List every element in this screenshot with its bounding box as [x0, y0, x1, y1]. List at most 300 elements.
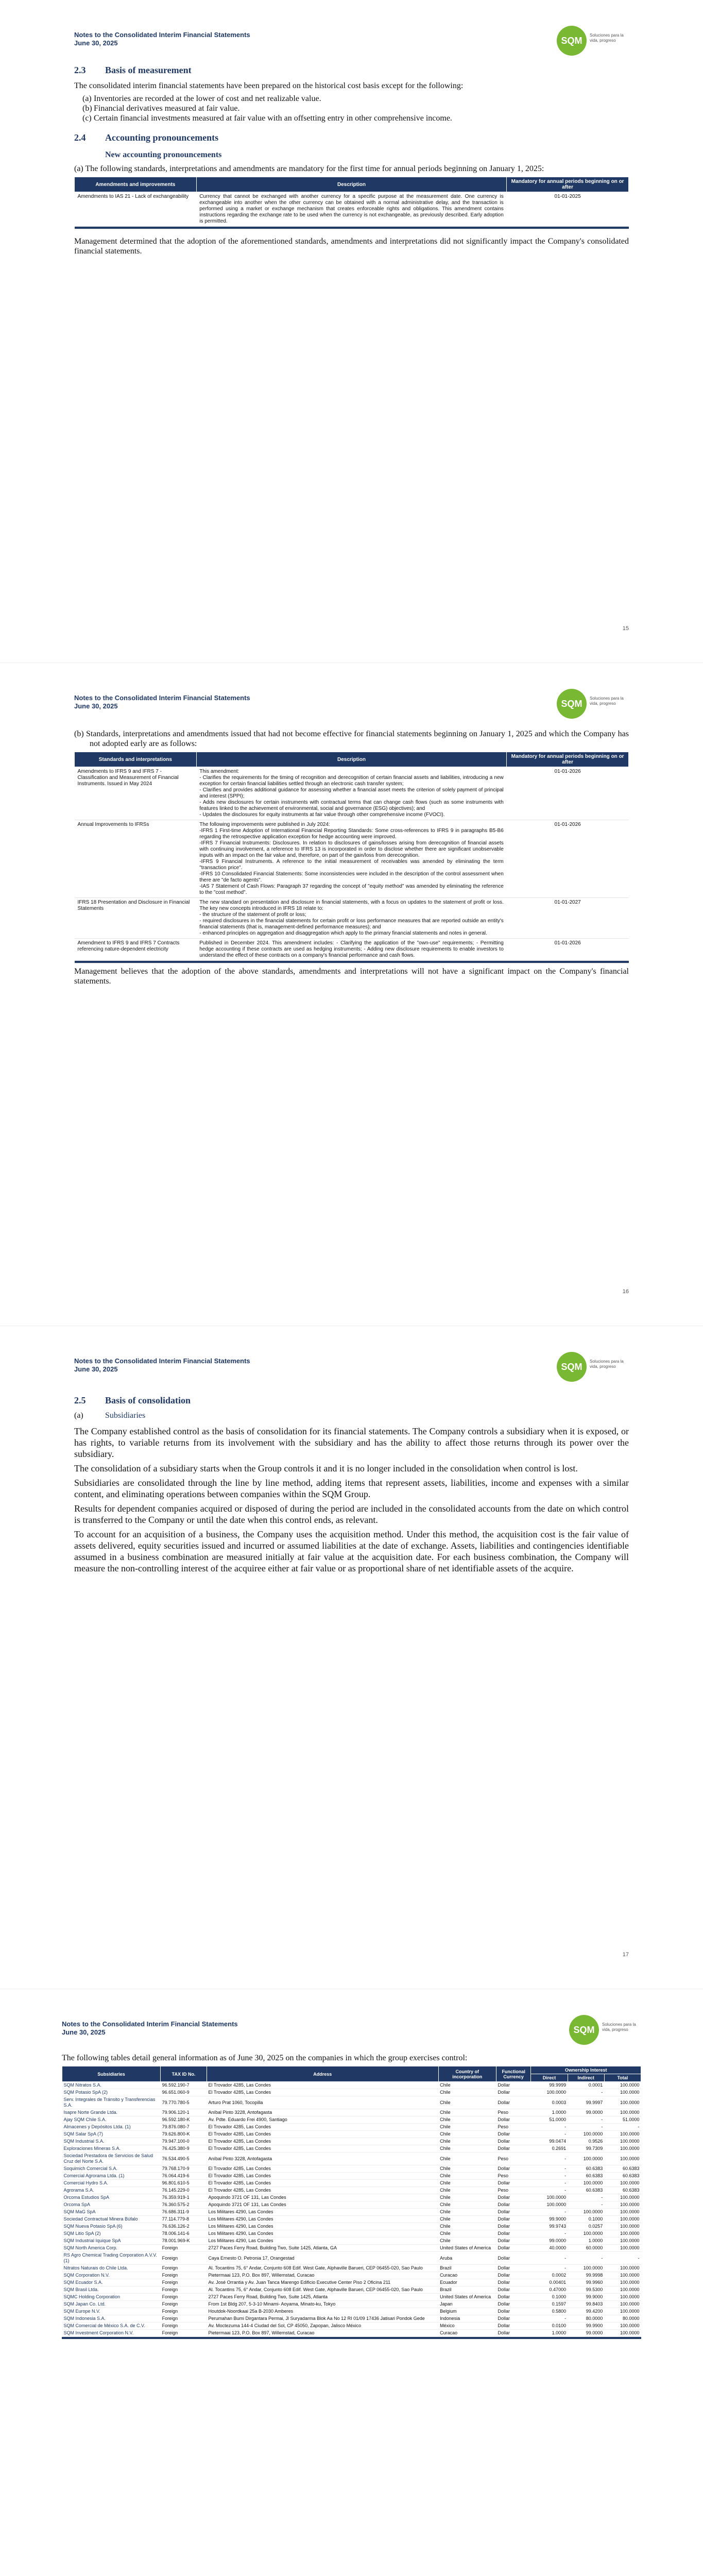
cell: 99.5300	[568, 2286, 604, 2294]
cell: Chile	[438, 2216, 496, 2223]
table-row	[62, 2089, 641, 2096]
paragraph: The consolidated interim financial statements have been prepared on the historical cost basis except for the following:	[74, 81, 464, 90]
cell: Dollar	[496, 2252, 530, 2265]
table-row	[62, 2131, 641, 2138]
cell: Dollar	[496, 2286, 530, 2294]
table-row	[62, 2138, 641, 2145]
table-row	[62, 2301, 641, 2308]
cell: 0.0002	[531, 2272, 568, 2279]
paragraph: The Company established control as the basis of consolidation for its financial statements. The Company controls a subsidiary when it is exposed, or has rights, to variable returns from its involvement with the subsidiary and has the ability to affect those returns through its power over the subsidiary.	[74, 1426, 629, 1459]
cell: Dollar	[496, 2330, 530, 2337]
cell: 60.6383	[568, 2187, 604, 2194]
cell: Belgium	[438, 2308, 496, 2315]
cell: Chile	[438, 2096, 496, 2109]
cell: Dollar	[496, 2096, 530, 2109]
cell: Foreign	[161, 2301, 207, 2308]
cell: Published in December 2024. This amendment includes: - Clarifying the application of the "own-use" requirements; - Permitting hedge accounting if these contracts are used as hedging instruments; - Adding new disclosure requirements to enable investors to understand the effect of these contracts on a company's financial performance and cash flows.	[196, 939, 507, 961]
cell: 0.47000	[531, 2286, 568, 2294]
page-header	[74, 694, 629, 719]
cell: Aníbal Pinto 3228, Antofagasta	[207, 2153, 438, 2165]
table-row	[62, 2165, 641, 2173]
column-header: Description	[196, 177, 507, 192]
cell: 100.0000	[604, 2286, 641, 2294]
table-row	[62, 2230, 641, 2238]
cell: Los Militares 4290, Las Condes	[207, 2238, 438, 2245]
cell: Los Militares 4290, Las Condes	[207, 2216, 438, 2223]
cell: Chile	[438, 2138, 496, 2145]
cell: El Trovador 4285, Las Condes	[207, 2145, 438, 2153]
cell: 0.1000	[531, 2294, 568, 2301]
cell: 100.0000	[604, 2265, 641, 2272]
cell: Nitratos Naturais do Chile Ltda.	[62, 2265, 161, 2272]
cell: 80.0000	[604, 2315, 641, 2323]
cell: 100.0000	[604, 2082, 641, 2089]
cell: 1.0000	[531, 2330, 568, 2337]
table-footer-bar	[62, 2337, 641, 2339]
cell: Houtdok-Noordkaai 25a B-2030 Amberes	[207, 2308, 438, 2315]
column-header: Direct	[531, 2074, 568, 2082]
cell: -	[531, 2173, 568, 2180]
cell: Dollar	[496, 2165, 530, 2173]
cell: 100.0000	[604, 2245, 641, 2252]
page-number: 17	[622, 1952, 629, 1958]
table-row	[62, 2330, 641, 2337]
cell: Apoquindo 3721 OF 131, Las Condes	[207, 2194, 438, 2201]
cell: IFRS 18 Presentation and Disclosure in Financial Statements	[75, 898, 197, 939]
cell: 96.801.610-5	[161, 2180, 207, 2187]
cell: Dollar	[496, 2089, 530, 2096]
cell: SQM Nueva Potasio SpA (6)	[62, 2223, 161, 2230]
cell: Dollar	[496, 2216, 530, 2223]
table-row	[62, 2194, 641, 2201]
cell: Foreign	[161, 2294, 207, 2301]
cell: Agrorama S.A.	[62, 2187, 161, 2194]
cell: Dollar	[496, 2145, 530, 2153]
cell: 76.425.380-9	[161, 2145, 207, 2153]
cell: SQM Litio SpA (2)	[62, 2230, 161, 2238]
table-row	[62, 2153, 641, 2165]
cell: 100.0000	[604, 2096, 641, 2109]
cell: 100.0000	[604, 2294, 641, 2301]
cell: -	[604, 2252, 641, 2265]
cell: Chile	[438, 2131, 496, 2138]
cell: Soquimich Comercial S.A.	[62, 2165, 161, 2173]
cell: El Trovador 4285, Las Condes	[207, 2124, 438, 2131]
standards-table	[74, 752, 629, 963]
cell: -	[531, 2180, 568, 2187]
cell: 76.534.490-5	[161, 2153, 207, 2165]
cell: 79.906.120-1	[161, 2109, 207, 2116]
page-18	[0, 1989, 703, 2576]
header-title: Notes to the Consolidated Interim Financial Statements	[74, 1357, 250, 1365]
column-header: Functional Currency	[496, 2066, 530, 2082]
header-title: Notes to the Consolidated Interim Financial Statements	[62, 2020, 238, 2028]
cell: SQM Nitratos S.A.	[62, 2082, 161, 2089]
cell: Apoquindo 3721 OF 131, Las Condes	[207, 2201, 438, 2209]
cell: 0.0257	[568, 2223, 604, 2230]
column-header: Mandatory for annual periods beginning on or after	[507, 177, 629, 192]
cell: Chile	[438, 2145, 496, 2153]
paragraph: (b) Standards, interpretations and amendments issued that had not become effective for financial statements beginning on January 1, 2025 and which the Company has not adopted early are as follows:	[74, 730, 629, 748]
cell: 100.0000	[604, 2145, 641, 2153]
table-row	[62, 2238, 641, 2245]
table-row	[62, 2124, 641, 2131]
cell: 99.7309	[568, 2145, 604, 2153]
cell: Pietermaai 123, P.O. Box 897, Willemstad, Curacao	[207, 2330, 438, 2337]
cell: -	[568, 2089, 604, 2096]
section-heading: 2.4 Accounting pronouncements	[74, 132, 219, 143]
cell: 100.0000	[604, 2238, 641, 2245]
table-row	[62, 2272, 641, 2279]
cell: 100.0000	[604, 2153, 641, 2165]
column-header: Mandatory for annual periods beginning on or after	[507, 752, 629, 767]
subsection-heading: New accounting pronouncements	[105, 150, 222, 159]
cell: Brazil	[438, 2286, 496, 2294]
cell: 0.2691	[531, 2145, 568, 2153]
cell: El Trovador 4285, Las Condes	[207, 2180, 438, 2187]
cell: 99.0000	[568, 2330, 604, 2337]
paragraph: Management believes that the adoption of the above standards, amendments and interpretations will not have a significant impact on the Company's financial statements.	[74, 967, 629, 986]
cell: Sociedad Prestadora de Servicios de Salud Cruz del Norte S.A.	[62, 2153, 161, 2165]
cell: 100.0000	[604, 2109, 641, 2116]
cell: 100.0000	[568, 2131, 604, 2138]
cell: Aruba	[438, 2252, 496, 2265]
cell: 51.0000	[531, 2116, 568, 2124]
cell: Chile	[438, 2194, 496, 2201]
cell: El Trovador 4285, Las Condes	[207, 2165, 438, 2173]
cell: SQM Comercial de México S.A. de C.V.	[62, 2323, 161, 2330]
table-row	[62, 2173, 641, 2180]
table-row	[75, 192, 629, 227]
cell: Foreign	[161, 2272, 207, 2279]
cell: Comercial Hydro S.A.	[62, 2180, 161, 2187]
column-header: TAX ID No.	[161, 2066, 207, 2082]
column-header: Description	[196, 752, 507, 767]
column-header: Address	[207, 2066, 438, 2082]
cell: 79.770.780-5	[161, 2096, 207, 2109]
table-row	[62, 2180, 641, 2187]
column-header: Standards and interpretations	[75, 752, 197, 767]
cell: SQM Industrial S.A.	[62, 2138, 161, 2145]
cell: Foreign	[161, 2323, 207, 2330]
cell: Foreign	[161, 2252, 207, 2265]
cell: Currency that cannot be exchanged with another currency for a specific purpose at the measurement date. One currency is exchangeable into another when the other currency can be obtained with a normal administrative delay, and the transaction is performed using a market or exchange mechanism that creates enforceable rights and obligations. This amendment contains instructions regarding the exchange rate to be used when the currency is not exchangeable, as previously described. Early adoption is permitted.	[196, 192, 507, 227]
cell: SQM Investment Corporation N.V.	[62, 2330, 161, 2337]
table-row	[62, 2265, 641, 2272]
table-row	[62, 2223, 641, 2230]
cell: 0.00401	[531, 2279, 568, 2286]
cell: Amendments to IAS 21 - Lack of exchangeability	[75, 192, 197, 227]
paragraph: Results for dependent companies acquired or disposed of during the period are included in the consolidated accounts from the date on which control is transferred to the Company or until the date when this control ends, as relevant.	[74, 1503, 629, 1525]
cell: 96.592.180-K	[161, 2116, 207, 2124]
cell: 0.5800	[531, 2308, 568, 2315]
sqm-logo	[569, 2015, 641, 2046]
cell: United States of America	[438, 2294, 496, 2301]
cell: Sociedad Contractual Minera Búfalo	[62, 2216, 161, 2223]
cell: 40.0000	[531, 2245, 568, 2252]
cell: Al. Tocantins 75, 6° Andar, Conjunto 608 Edif. West Gate, Alphaville Barueri, CEP 06455-020, Sao Paulo	[207, 2286, 438, 2294]
cell: Dollar	[496, 2116, 530, 2124]
cell: Chile	[438, 2109, 496, 2116]
cell: El Trovador 4285, Las Condes	[207, 2173, 438, 2180]
cell: Serv. Integrales de Tránsito y Transferencias S.A.	[62, 2096, 161, 2109]
cell: -	[604, 2124, 641, 2131]
cell: 79.626.800-K	[161, 2131, 207, 2138]
cell: Dollar	[496, 2272, 530, 2279]
paragraph: Management determined that the adoption of the aforementioned standards, amendments and interpretations did not significantly impact the Company's consolidated financial statements.	[74, 237, 629, 256]
cell: RS Agro Chemical Trading Corporation A.V.V. (1)	[62, 2252, 161, 2265]
cell: Amendment to IFRS 9 and IFRS 7 Contracts referencing nature-dependent electricity	[75, 939, 197, 961]
cell: 79.768.170-9	[161, 2165, 207, 2173]
cell: 100.0000	[604, 2308, 641, 2315]
cell: SQM Corporation N.V.	[62, 2272, 161, 2279]
cell: Curacao	[438, 2272, 496, 2279]
cell: 01-01-2025	[507, 192, 629, 227]
cell: El Trovador 4285, Las Condes	[207, 2187, 438, 2194]
cell: Pietermaai 123, P.O. Box 897, Willemstad, Curacao	[207, 2272, 438, 2279]
cell: 100.0000	[531, 2194, 568, 2201]
cell: 76.686.311-9	[161, 2209, 207, 2216]
cell: United States of America	[438, 2245, 496, 2252]
cell: 100.0000	[604, 2279, 641, 2286]
cell: SQM Industrial Iquique SpA	[62, 2238, 161, 2245]
cell: 60.0000	[568, 2245, 604, 2252]
cell: 76.359.919-1	[161, 2194, 207, 2201]
cell: Peso	[496, 2153, 530, 2165]
cell: 100.0000	[604, 2223, 641, 2230]
cell: 76.636.126-2	[161, 2223, 207, 2230]
cell: SQM Indonesia S.A.	[62, 2315, 161, 2323]
table-row	[62, 2252, 641, 2265]
cell: Chile	[438, 2165, 496, 2173]
cell: 100.0000	[604, 2138, 641, 2145]
cell: -	[531, 2131, 568, 2138]
cell: Peso	[496, 2124, 530, 2131]
cell: Foreign	[161, 2330, 207, 2337]
cell: -	[531, 2265, 568, 2272]
header-title: Notes to the Consolidated Interim Financial Statements	[74, 694, 250, 702]
cell: 96.651.060-9	[161, 2089, 207, 2096]
logo-mark: SQM	[557, 26, 587, 56]
column-header: Ownership Interest	[531, 2066, 641, 2074]
cell: 100.0000	[568, 2230, 604, 2238]
cell: The following improvements were published in July 2024: -IFRS 1 First-time Adoption of International Financial Reporting Standards: Some cross-references to IFRS 9 in paragraphs B5-B6 regarding the retrospective application exception for hedge accounting were improved. -IFRS 7 Financial Instruments: Disclosures. In relation to disclosures of gains/losses arising from derecognition of financial assets with continuing involvement, a reference to IFRS 13 is incorporated in order to disclose whether there are significant unobservable inputs with an impact on the fair value and, therefore, on part of the gain/loss from derecognition. -IFRS 9 Financial Instruments. A reference to the initial measurement of receivables was amended by eliminating the term "transaction price". -IFRS 10 Consolidated Financial Statements: Some inconsistencies were included in the description of the control assessment when there are "de facto agents". -IAS 7 Statement of Cash Flows: Paragraph 37 regarding the concept of "equity method" was amended by eliminating the reference to the "cost method".	[196, 820, 507, 898]
cell: Curacao	[438, 2330, 496, 2337]
cell: -	[531, 2187, 568, 2194]
cell: 99.9999	[531, 2082, 568, 2089]
cell: 100.0000	[604, 2089, 641, 2096]
cell: 99.0000	[531, 2238, 568, 2245]
cell: Chile	[438, 2082, 496, 2089]
cell: 99.4200	[568, 2308, 604, 2315]
cell: Aníbal Pinto 3228, Antofagasta	[207, 2109, 438, 2116]
measurement-list	[74, 94, 629, 123]
column-header: Country of incorporation	[438, 2066, 496, 2082]
cell: Caya Ernesto O. Petronia 17, Orangestad	[207, 2252, 438, 2265]
column-header: Total	[604, 2074, 641, 2082]
cell: Almacenes y Depósitos Ltda. (1)	[62, 2124, 161, 2131]
cell: 100.0000	[568, 2265, 604, 2272]
cell: El Trovador 4285, Las Condes	[207, 2089, 438, 2096]
header-date: June 30, 2025	[74, 1365, 118, 1373]
cell: Dollar	[496, 2238, 530, 2245]
cell: 100.0000	[568, 2153, 604, 2165]
table-row	[62, 2245, 641, 2252]
cell: 51.0000	[604, 2116, 641, 2124]
cell: Ajay SQM Chile S.A.	[62, 2116, 161, 2124]
table-row	[75, 939, 629, 961]
cell: The new standard on presentation and disclosure in financial statements, with a focus on updates to the statement of profit or loss. The key new concepts introduced in IFRS 18 relate to: - the structure of the statement of profit or loss; - required disclosures in the financial statements for certain profit or loss performance measures that are reported outside an entity's financial statements (that is, management-defined performance measures); and - enhanced principles on aggregation and disaggregation which apply to the primary financial statements and notes in general.	[196, 898, 507, 939]
cell: Dollar	[496, 2301, 530, 2308]
cell: Ecuador	[438, 2279, 496, 2286]
cell: Los Militares 4290, Las Condes	[207, 2209, 438, 2216]
logo-mark: SQM	[557, 1352, 587, 1382]
cell: Annual Improvements to IFRSs	[75, 820, 197, 898]
cell: Perumahan Bumi Dirgantara Permai, Jl Suryadarma Blok Aa No 12 RI 01/09 17436 Jatisari Pondok Gede	[207, 2315, 438, 2323]
cell: Chile	[438, 2238, 496, 2245]
paragraph: To account for an acquisition of a business, the Company uses the acquisition method. Under this method, the acquisition cost is the fair value of assets delivered, equity securities issued and incurred or assumed liabilities at the date of exchange. Assets, liabilities and contingencies identifiable assumed in a business combination are measured initially at fair value at the acquisition date. For each business combination, the Company will measure the non-controlling interest of the acquiree either at fair value or as proportional share of net identifiable assets of the acquire.	[74, 1529, 629, 1573]
cell: Exploraciones Mineras S.A.	[62, 2145, 161, 2153]
cell: -	[531, 2165, 568, 2173]
cell: 0.0001	[568, 2082, 604, 2089]
cell: Japan	[438, 2301, 496, 2308]
cell: 0.0003	[531, 2096, 568, 2109]
table-row	[62, 2082, 641, 2089]
sqm-logo	[557, 1352, 629, 1383]
cell: 79.876.080-7	[161, 2124, 207, 2131]
list-item: (c) Certain financial investments measured at fair value with an offsetting entry in other comprehensive income.	[82, 114, 452, 123]
cell: Comercial Agrorama Ltda. (1)	[62, 2173, 161, 2180]
cell: 100.0000	[604, 2201, 641, 2209]
cell: -	[531, 2153, 568, 2165]
logo-mark: SQM	[557, 689, 587, 719]
cell: SQM Brasil Ltda.	[62, 2286, 161, 2294]
cell: -	[531, 2124, 568, 2131]
cell: 100.0000	[604, 2330, 641, 2337]
cell: Chile	[438, 2209, 496, 2216]
cell: 100.0000	[604, 2180, 641, 2187]
column-header: Indirect	[568, 2074, 604, 2082]
cell: 0.0100	[531, 2323, 568, 2330]
cell: Dollar	[496, 2265, 530, 2272]
column-header: Amendments and improvements	[75, 177, 197, 192]
cell: -	[531, 2315, 568, 2323]
cell: Dollar	[496, 2279, 530, 2286]
cell: Los Militares 4290, Las Condes	[207, 2230, 438, 2238]
cell: Dollar	[496, 2201, 530, 2209]
cell: 77.114.779-8	[161, 2216, 207, 2223]
cell: Av. Moctezuma 144-4 Ciudad del Sol, CP 45050, Zapopan, Jalisco México	[207, 2323, 438, 2330]
page-header	[62, 2020, 641, 2045]
cell: Dollar	[496, 2180, 530, 2187]
cell: -	[531, 2230, 568, 2238]
section-heading: 2.3 Basis of measurement	[74, 65, 192, 75]
page-17	[0, 1326, 703, 1989]
cell: 60.6383	[604, 2187, 641, 2194]
table-row	[75, 767, 629, 820]
cell: Al. Tocantins 75, 6° Andar, Conjunto 608 Edif. West Gate, Alphaville Barueri, CEP 06455-020, Sao Paulo	[207, 2265, 438, 2272]
header-date: June 30, 2025	[74, 702, 118, 710]
table-row	[62, 2308, 641, 2315]
cell: 60.6383	[568, 2165, 604, 2173]
list-item: (a) Inventories are recorded at the lower of cost and net realizable value.	[82, 94, 321, 103]
cell: 01-01-2026	[507, 767, 629, 820]
cell: 99.9997	[568, 2096, 604, 2109]
cell: Arturo Prat 1060, Tocopilla	[207, 2096, 438, 2109]
cell: Peso	[496, 2187, 530, 2194]
cell: -	[531, 2209, 568, 2216]
table-row	[62, 2116, 641, 2124]
cell: Peso	[496, 2173, 530, 2180]
cell: -	[568, 2116, 604, 2124]
cell: SQM Ecuador S.A.	[62, 2279, 161, 2286]
cell: 100.0000	[604, 2272, 641, 2279]
section-heading: 2.5 Basis of consolidation	[74, 1395, 191, 1405]
cell: Foreign	[161, 2265, 207, 2272]
cell: 100.0000	[604, 2131, 641, 2138]
cell: Chile	[438, 2124, 496, 2131]
cell: SQMC Holding Corporation	[62, 2294, 161, 2301]
cell: -	[568, 2201, 604, 2209]
cell: 01-01-2026	[507, 820, 629, 898]
table-row	[75, 898, 629, 939]
cell: 0.1000	[568, 2216, 604, 2223]
cell: Dollar	[496, 2082, 530, 2089]
table-row	[62, 2294, 641, 2301]
cell: Orcoma Estudios SpA	[62, 2194, 161, 2201]
cell: Isapre Norte Grande Ltda.	[62, 2109, 161, 2116]
cell: -	[568, 2194, 604, 2201]
table-row	[62, 2145, 641, 2153]
cell: Chile	[438, 2173, 496, 2180]
cell: Chile	[438, 2116, 496, 2124]
cell: 99.9743	[531, 2223, 568, 2230]
pronouncements-table	[74, 177, 629, 229]
table-row	[62, 2096, 641, 2109]
cell: 0.9526	[568, 2138, 604, 2145]
table-row	[62, 2286, 641, 2294]
cell: 100.0000	[604, 2323, 641, 2330]
cell: El Trovador 4285, Las Condes	[207, 2131, 438, 2138]
cell: From 1st Bldg 207, 5-3-10 Minami- Aoyama, Minato-ku, Tokyo	[207, 2301, 438, 2308]
cell: SQM MaG SpA	[62, 2209, 161, 2216]
cell: 1.0000	[568, 2238, 604, 2245]
cell: 100.0000	[568, 2180, 604, 2187]
cell: 2727 Paces Ferry Road, Building Two, Suite 1425, Atlanta, GA	[207, 2245, 438, 2252]
cell: Dollar	[496, 2230, 530, 2238]
cell: Indonesia	[438, 2315, 496, 2323]
cell: This amendment: - Clarifies the requirements for the timing of recognition and derecognition of certain financial assets and liabilities, introducing a new exception for certain financial liabilities settled through an electronic cash transfer system; - Clarifies and provides additional guidance for assessing whether a financial asset meets the criterion of solely payment of principal and interest (SPPI); - Adds new disclosures for certain instruments with contractual terms that can change cash flows (such as some instruments with features linked to the achievement of environmental, social and governance (ESG) objectives); and - Updates the disclosures for equity instruments at fair value through other comprehensive income (FVOCI).	[196, 767, 507, 820]
cell: Peso	[496, 2109, 530, 2116]
cell: Dollar	[496, 2223, 530, 2230]
cell: Amendments to IFRS 9 and IFRS 7 - Classification and Measurement of Financial Instruments. Issued in May 2024	[75, 767, 197, 820]
cell: SQM Europe N.V.	[62, 2308, 161, 2315]
subsidiaries-table	[62, 2066, 641, 2337]
cell: Foreign	[161, 2279, 207, 2286]
cell: Av. José Orrantia y Av. Juan Tanca Marengo Edificio Executive Center Piso 2 Oficina 211	[207, 2279, 438, 2286]
table-row	[62, 2187, 641, 2194]
page-header	[74, 31, 629, 56]
cell: 99.0000	[568, 2109, 604, 2116]
table-row	[62, 2315, 641, 2323]
cell: SQM Salar SpA (7)	[62, 2131, 161, 2138]
page-number: 16	[622, 1289, 629, 1295]
cell: Brazil	[438, 2265, 496, 2272]
cell: Los Militares 4290, Las Condes	[207, 2223, 438, 2230]
cell: 99.8403	[568, 2301, 604, 2308]
cell: 100.0000	[531, 2201, 568, 2209]
sqm-logo	[557, 26, 629, 57]
